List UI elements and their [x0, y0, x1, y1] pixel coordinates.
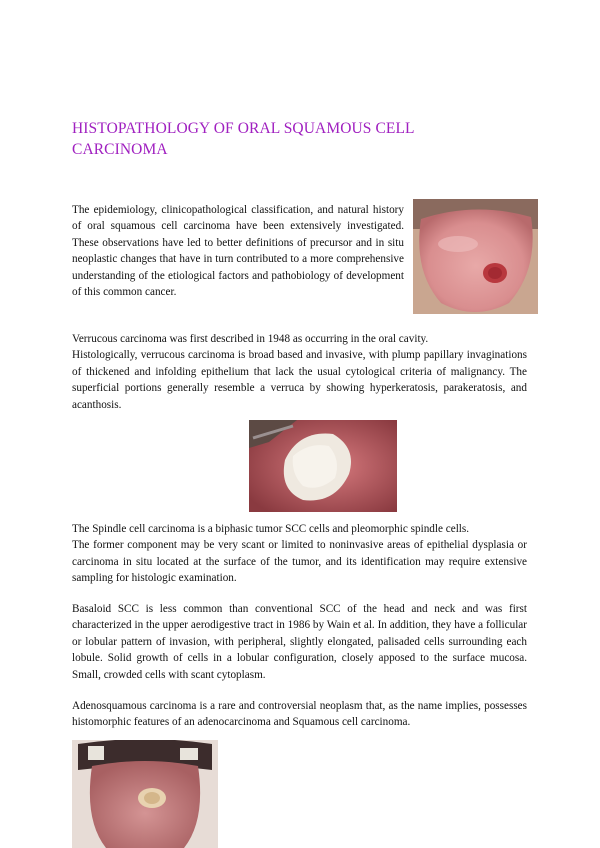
paragraph-basaloid — [72, 601, 527, 683]
paragraph-line: The Spindle cell carcinoma is a biphasic tumor SCC cells and pleomorphic spindle cells. — [72, 523, 470, 535]
paragraph-line: The epidemiology, clinicopathological classification, and natural history of oral squamous cell carcinoma have been extensively investigated. These observations have led to better definitions of precursor and in situ neoplastic changes that have in turn contributed to a more comprehensive understanding of the etiological factors and pathobiology of development of this common cancer. — [72, 204, 404, 299]
paragraph-line: The former component may be very scant or limited to noninvasive areas of epithelial dysplasia or carcinoma in situ located at the surface of the tumor, and its identification may require extensive sampling for histologic examination. — [72, 539, 527, 585]
paragraph-adenosquamous — [72, 698, 527, 731]
tongue-lesion-photo — [413, 199, 538, 314]
paragraph-line: Verrucous carcinoma was first described in 1948 as occurring in the oral cavity. — [72, 333, 429, 345]
document-title: HISTOPATHOLOGY OF ORAL SQUAMOUS CELL CARCINOMA — [72, 120, 415, 158]
paragraph-spindle — [72, 521, 527, 587]
paragraph-line: Basaloid SCC is less common than conventional SCC of the head and neck and was first characterized in the upper aerodigestive tract in 1986 by Wain et al. In addition, they have a follicular or lobular pattern of invasion, with peripheral, slightly elongated, palisaded cells surrounding each lobule. Solid growth of cells in a lobular configuration, closely apposed to the surface mucosa. Small, crowded cells with scant cytoplasm. — [72, 603, 527, 681]
paragraph-line: Histologically, verrucous carcinoma is broad based and invasive, with plump papillary invaginations of thickened and infolding epithelium that lack the usual cytological criteria of malignancy. The superficial portions generally resemble a verruca by showing hyperkeratosis, parakeratosis, and acanthosis. — [72, 349, 527, 411]
paragraph-verrucous — [72, 331, 527, 413]
verrucous-lesion-photo — [249, 420, 397, 512]
mouth-lesion-photo — [72, 740, 218, 848]
paragraph-line: Adenosquamous carcinoma is a rare and controversial neoplasm that, as the name implies, possesses histomorphic features of an adenocarcinoma and Squamous cell carcinoma. — [72, 700, 527, 729]
paragraph-epidemiology — [72, 202, 404, 300]
